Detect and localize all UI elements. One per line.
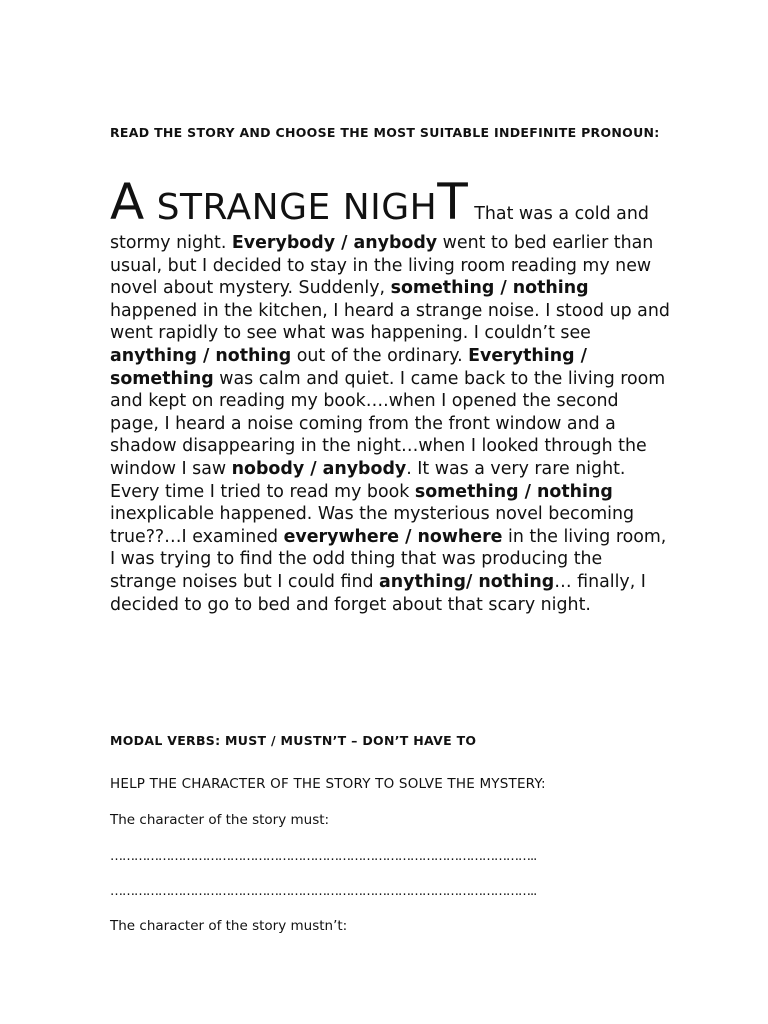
pronoun-choice: nobody / anybody [231, 458, 407, 479]
pronoun-choice: anything/ nothing [379, 571, 555, 592]
story-segment: out of the ordinary. [291, 345, 469, 366]
pronoun-choice: everywhere / nowhere [283, 526, 503, 547]
story-title-initial: A [110, 173, 145, 231]
story-segment: … finally, I decided to go to bed and forget about that scary night. [110, 571, 646, 615]
story-text [110, 173, 670, 616]
help-instruction: HELP THE CHARACTER OF THE STORY TO SOLVE THE MYSTERY: [110, 776, 546, 792]
pronoun-choice: something / nothing [390, 278, 589, 299]
story-segment: That was a cold and stormy night. [110, 204, 649, 253]
pronoun-choice: Everybody / anybody [231, 233, 438, 253]
story-segment: . It was a very rare night. Every time I tried to read my book [110, 458, 626, 502]
story-title-middle: STRANGE NIGH [144, 187, 438, 228]
answer-line-1: …………………………………………………………………………………………….. [110, 849, 537, 864]
instructions-heading: READ THE STORY AND CHOOSE THE MOST SUITABLE INDEFINITE PRONOUN: [110, 125, 660, 140]
pronoun-choice: anything / nothing [110, 345, 292, 366]
story-segment: went to bed earlier than usual, but I decided to stay in the living room reading my new novel about mystery. Suddenly, [110, 233, 654, 299]
must-label: The character of the story must: [110, 812, 330, 828]
modal-verbs-heading: MODAL VERBS: MUST / MUSTN’T – DON’T HAVE TO [110, 733, 477, 748]
pronoun-choice: something / nothing [414, 481, 613, 502]
mustnt-label: The character of the story mustn’t: [110, 918, 348, 934]
story-segment: was calm and quiet. I came back to the living room and kept on reading my book….when I opened the second page, I heard a noise coming from the front window and a shadow disappearing in the night…when I looked through the window I saw [110, 368, 666, 479]
pronoun-choice: Everything / something [110, 345, 587, 389]
story-segment: happened in the kitchen, I heard a strange noise. I stood up and went rapidly to see what was happening. I couldn’t see [110, 300, 670, 344]
story-title-final: T [437, 173, 469, 231]
answer-line-2: …………………………………………………………………………………………….. [110, 884, 537, 899]
story-segment: inexplicable happened. Was the mysterious novel becoming true??…I examined [110, 504, 635, 547]
story-segment: in the living room, I was trying to find the odd thing that was producing the strange noises but I could find [110, 526, 667, 592]
story-title [110, 173, 469, 231]
